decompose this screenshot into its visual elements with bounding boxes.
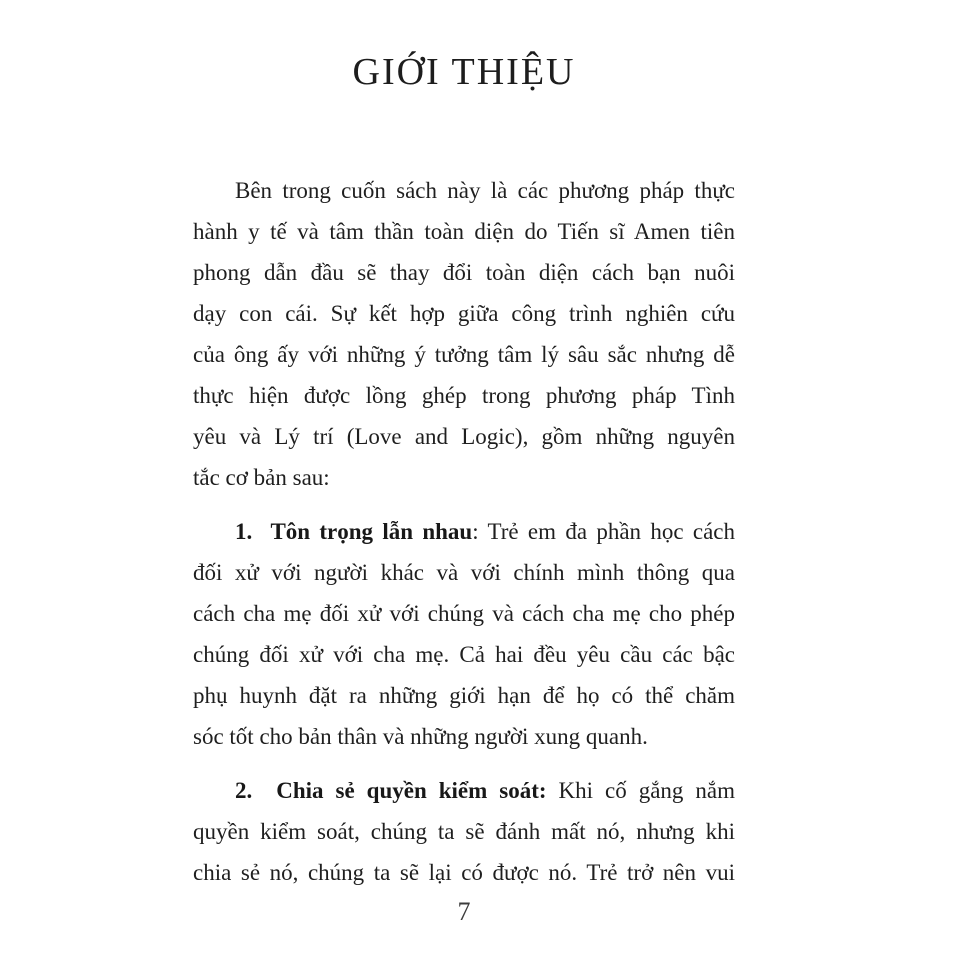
text-line: [193, 770, 735, 811]
text-line: [193, 852, 735, 893]
text-line: [193, 170, 735, 211]
numbered-item-1: [193, 511, 735, 757]
text-line: [193, 811, 735, 852]
body-text: yêu và Lý trí (Love and Logic), gồm những nguyên: [193, 424, 735, 449]
body-text: đối xử với người khác và với chính mình thông qua: [193, 560, 735, 585]
text-line: [193, 593, 735, 634]
intro-paragraph: [193, 170, 735, 498]
page-number: 7: [457, 897, 471, 926]
text-line: [193, 716, 735, 757]
bold-heading-text: 1. Tôn trọng lẫn nhau: [235, 519, 473, 544]
text-line: [193, 416, 735, 457]
body-text: quyền kiểm soát, chúng ta sẽ đánh mất nó, nhưng khi: [193, 819, 735, 844]
text-line: [193, 552, 735, 593]
text-line: [193, 634, 735, 675]
page-body: [193, 170, 735, 906]
text-line: [193, 252, 735, 293]
body-text: : Trẻ em đa phần học cách: [472, 519, 735, 544]
body-text: Khi cố gắng nắm: [546, 778, 735, 803]
body-text: tắc cơ bản sau:: [193, 465, 330, 490]
numbered-item-2: [193, 770, 735, 893]
text-line: [193, 457, 735, 498]
body-text: chia sẻ nó, chúng ta sẽ lại có được nó. Trẻ trở nên vui: [193, 860, 735, 885]
body-text: thực hiện được lồng ghép trong phương pháp Tình: [193, 383, 735, 408]
body-text: phong dẫn đầu sẽ thay đổi toàn diện cách bạn nuôi: [193, 260, 735, 285]
body-text: cách cha mẹ đối xử với chúng và cách cha mẹ cho phép: [193, 601, 735, 626]
body-text: chúng đối xử với cha mẹ. Cả hai đều yêu cầu các bậc: [193, 642, 735, 667]
text-line: [193, 211, 735, 252]
body-text: phụ huynh đặt ra những giới hạn để họ có thể chăm: [193, 683, 735, 708]
body-text: Bên trong cuốn sách này là các phương pháp thực: [235, 178, 735, 203]
text-line: [193, 675, 735, 716]
body-text: hành y tế và tâm thần toàn diện do Tiến sĩ Amen tiên: [193, 219, 735, 244]
text-line: [193, 511, 735, 552]
body-text: sóc tốt cho bản thân và những người xung quanh.: [193, 724, 648, 749]
bold-heading-text: 2. Chia sẻ quyền kiểm soát:: [235, 778, 547, 803]
text-line: [193, 334, 735, 375]
text-line: [193, 293, 735, 334]
chapter-title: GIỚI THIỆU: [352, 51, 576, 93]
text-line: [193, 375, 735, 416]
body-text: của ông ấy với những ý tưởng tâm lý sâu sắc nhưng dễ: [193, 342, 735, 367]
body-text: dạy con cái. Sự kết hợp giữa công trình nghiên cứu: [193, 301, 735, 326]
